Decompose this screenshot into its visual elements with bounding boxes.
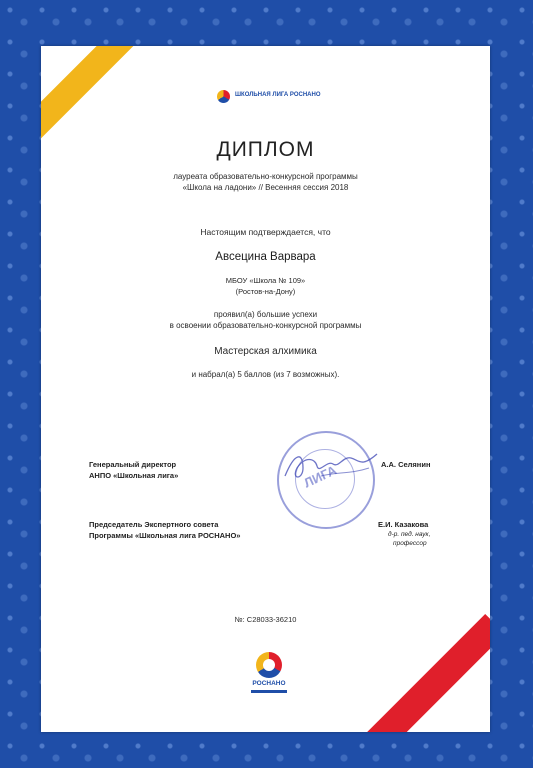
diploma-number: №: С28033-36210 <box>234 615 297 624</box>
ribbon-bottom-right <box>365 614 490 732</box>
chair-title-2: Программы «Школьная лига РОСНАНО» <box>89 531 241 540</box>
chair-title-1: Председатель Экспертного совета <box>89 520 219 529</box>
achievement-line-1: проявил(а) большие успехи <box>213 310 318 319</box>
chair-degree-2: профессор <box>393 540 427 547</box>
handwritten-signature <box>281 446 381 486</box>
diploma-title: ДИПЛОМ <box>216 138 315 161</box>
footer-logo-text: РОСНАНО <box>252 680 286 687</box>
subtitle-line-1: лауреата образовательно-конкурсной программы <box>173 172 358 181</box>
achievement-line-2: в освоении образовательно-конкурсной программы <box>169 321 362 330</box>
header-logo-text: ШКОЛЬНАЯ ЛИГА РОСНАНО <box>235 92 321 98</box>
course-name: Мастерская алхимика <box>214 346 317 357</box>
director-name: А.А. Селянин <box>381 460 431 469</box>
chair-name: Е.И. Казакова <box>378 520 429 529</box>
header-logo <box>217 90 337 104</box>
footer-logo-bar <box>251 690 287 693</box>
school-name: МБОУ «Школа № 109» <box>225 276 306 285</box>
ribbon-top-left <box>41 46 142 143</box>
rosnano-emblem-icon <box>256 652 282 678</box>
score-text: и набрал(а) 5 баллов (из 7 возможных). <box>191 370 340 379</box>
director-title-2: АНПО «Школьная лига» <box>89 471 179 480</box>
diploma-page <box>41 46 490 732</box>
stamp-word: ЛИГА <box>301 462 339 491</box>
school-city: (Ростов-на-Дону) <box>235 287 296 296</box>
confirmation-text: Настоящим подтверждается, что <box>200 227 331 237</box>
chair-degree-1: д-р. пед. наук, <box>388 531 431 538</box>
subtitle-line-2: «Школа на ладони» // Весенняя сессия 2018 <box>182 183 349 192</box>
recipient-name: Авсецина Варвара <box>215 251 316 263</box>
rosnano-logo-icon <box>217 90 230 103</box>
director-title-1: Генеральный директор <box>89 460 177 469</box>
footer-logo <box>249 652 289 698</box>
